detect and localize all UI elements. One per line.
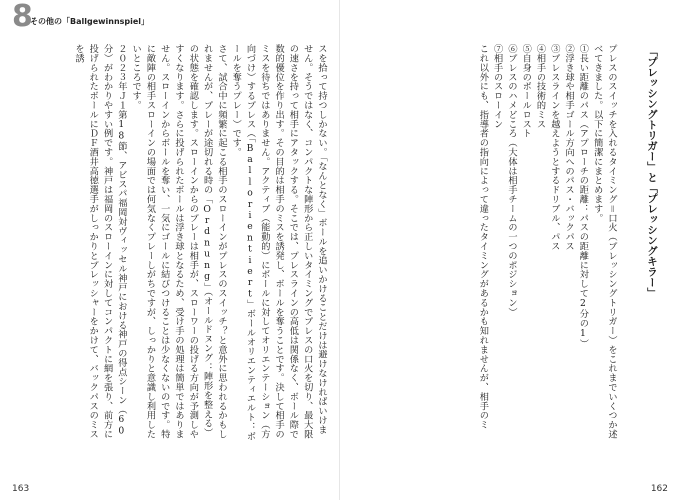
paragraph: スを拾って持つしかない。「なんとなく」ボールを追いかけることだけは避けなければいけません。そうではなく、コンパクトな陣形から正しいタイミングでプレスの口火を切り、最大限の速さを持って相手にアタックする。そこでは、プレスラインの高低は関係なく、ボール際で数的優位を作り出す。その目的は相手のミスを誘発し、ボールを奪うことです。決して相手のミスを待ちではありません。アクティブ（能動的）にボールに対してオリエンテーション（方向づけ）するプレス（「Ballorientiert」ボールオリエンティエルト：ボールを奪うプレー）です。 [230, 44, 327, 441]
page-number-left: 163 [12, 484, 30, 494]
intro-paragraph: プレスのスイッチを入れるタイミング＝口火（プレッシングトリガー）をこれまでいくつか述べてきました。以下に簡潔にまとめます。 [591, 44, 617, 439]
list-item: ④相手の技術的ミス [534, 44, 546, 129]
trigger-list [489, 44, 589, 442]
list-item: ⑦相手のスローイン [491, 44, 503, 129]
chapter-number: 8 [12, 0, 33, 34]
page-number-right: 162 [650, 484, 668, 494]
right-body-text [362, 44, 618, 442]
chapter-title: その他の「Ballgewinnspiel」 [30, 17, 150, 26]
section-heading: 「プレッシングトリガー」と「プレッシングキラー」 [646, 46, 658, 298]
list-item: ③プレスラインを越えようとするドリブル、パス [548, 44, 560, 251]
list-item: ①長い距離のパス（アプローチの距離：パスの距離に対して2分の1） [577, 44, 589, 349]
list-item: ⑥プレスのハメどころ（大体は相手チームの一つのポジション） [505, 44, 517, 317]
closing-paragraph: これ以外にも、指導者の指向によって違ったタイミングがあるかも知れませんが、相手のミ [477, 44, 489, 430]
paragraph: ２０２３年Ｊ１第18節、アビスパ福岡対ヴィッセル神戸における神戸の得点シーン（60分）がわかりやすい例です。神戸は福岡のスローインに対してコンパクトに網を張り、前方に投げられたボールにＤＦ酒井高徳選手がしっかりとプレッシャーをかけて、バックパスのミスを誘 [72, 44, 127, 439]
paragraph: さて、試合中に頻繁に起こる相手のスローインがプレスのスイッチ？と意外に思われるかもしれませんが、プレーが途切れる時の「Ordnung」（オールドヌング：陣形を整える）の状態を確認します。スローインからのプレーは相手が、スローワーの投げる方向が予測しやすくなります。さらに投げられたボールは浮き球となるため、受け手の処理は簡単ではありません。スローインからボールを奪い、一気にゴールに結びつけることは少なくないのです。特に敵陣の相手スローインの場面では何気なくプレーしがちですが、しっかりと意識し利用したいところです。 [130, 44, 227, 439]
list-item: ②浮き球や相手ゴール方向へのパス・バックパス [563, 44, 575, 251]
list-item: ⑤自身のボールロスト [520, 44, 532, 138]
right-page [340, 0, 680, 500]
left-body-text [20, 44, 328, 442]
